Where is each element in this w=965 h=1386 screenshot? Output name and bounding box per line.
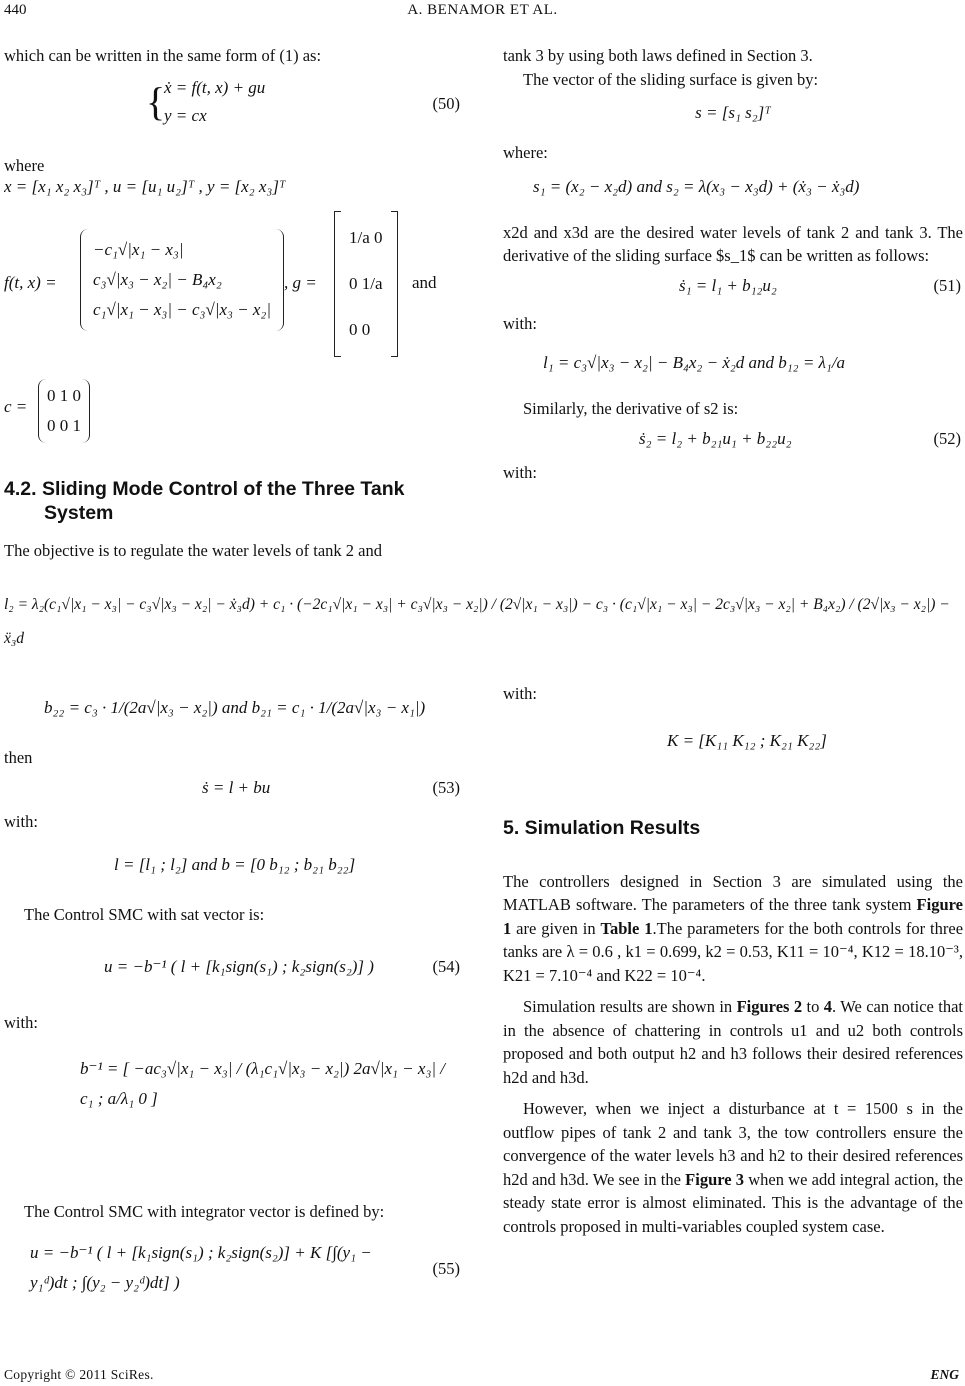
eq52-expr: ṡ₂ = l₂ + b₂₁u₁ + b₂₂u₂ xyxy=(639,428,792,448)
f-lhs: f(t, x) = xyxy=(4,273,57,292)
right-column-bottom xyxy=(503,682,963,1238)
l-b-definitions: l = [l₁ ; l₂] and b = [0 b₁₂ ; b₂₁ b₂₂] xyxy=(114,855,356,874)
page-number: 440 xyxy=(4,2,27,18)
with-label-2: with: xyxy=(503,462,537,482)
state-vectors: x = [x₁ x₂ x₃]ᵀ , u = [u₁ u₂]ᵀ , y = [x₂ x₃]ᵀ xyxy=(4,177,286,196)
c-matrix xyxy=(38,379,90,443)
paragraph-laws: tank 3 by using both laws defined in Section 3. xyxy=(503,46,813,65)
g-row-3: 0 0 xyxy=(349,320,371,339)
paragraph-disturbance: However, when we inject a disturbance at t = 1500 s in the outflow pipes of tank 2 and tank 3, the tow controllers ensure the convergence of the water levels h3 and h2 to their desired references h2d and h3d. We see in the Figure 3 when we add integral action, the steady state error is almost eliminated. This is the advantage of the controls proposed in multi-variables coupled system case. xyxy=(503,1099,964,1236)
with-label-3: with: xyxy=(4,811,38,831)
f-row-2: c₃√|x₃ − x₂| − B₄x₂ xyxy=(93,270,222,289)
eq54-expr: u = −b⁻¹ ( l + [k₁sign(s₁) ; k₂sign(s₂)] ) xyxy=(104,956,374,976)
b-definitions: b₂₂ = c₃ · 1/(2a√|x₃ − x₂|) and b₂₁ = c₁ · 1/(2a√|x₃ − x₁|) xyxy=(44,698,426,717)
equation-number: (53) xyxy=(432,777,460,797)
equation-number: (54) xyxy=(432,956,460,976)
eq51-expr: ṡ₁ = l₁ + b₁₂u₂ xyxy=(679,275,777,295)
section-heading-5: 5. Simulation Results xyxy=(503,816,701,839)
f-vector xyxy=(80,229,284,331)
intro-text: which can be written in the same form of (1) as: xyxy=(4,46,322,65)
equation-number: (51) xyxy=(933,275,961,295)
equation-number: (50) xyxy=(432,93,460,113)
running-header: A. BENAMOR ET AL. xyxy=(407,2,558,18)
s-definitions: s₁ = (x₂ − x₂d) and s₂ = λ(x₃ − x₃d) + (ẋ₃ − ẋ₃d) xyxy=(533,176,860,196)
eq55-expr: u = −b⁻¹ ( l + [k₁sign(s₁) ; k₂sign(s₂)] + K [∫(y₁ − y₁ᵈ)dt ; ∫(y₂ − y₂ᵈ)dt] ) xyxy=(30,1242,372,1292)
section-title-line1: 4.2. Sliding Mode Control of the Three Tank xyxy=(4,478,405,500)
paragraph-sliding-surface: The vector of the sliding surface is given by: xyxy=(523,69,819,89)
f-row-3: c₁√|x₁ − x₃| − c₃√|x₃ − x₂| xyxy=(93,300,272,319)
eq53-expr: ṡ = l + bu xyxy=(202,777,271,797)
paragraph-results: Simulation results are shown in Figures 2 to 4. We can notice that in the absence of chattering in controls u1 and u2 both controls proposed and both output h2 and h3 follows their desired references h2d and h3d. xyxy=(503,997,963,1087)
right-column-top xyxy=(503,44,963,484)
section-heading-4-2 xyxy=(4,477,462,525)
objective-text: The objective is to regulate the water levels of tank 2 and xyxy=(4,541,382,560)
equation-52 xyxy=(503,421,963,457)
copyright-footer: Copyright © 2011 SciRes. xyxy=(4,1367,154,1382)
left-column-top xyxy=(4,44,462,563)
with-label-4: with: xyxy=(4,1012,38,1032)
f-row-1: −c₁√|x₁ − x₃| xyxy=(93,240,184,259)
l1-definition: l₁ = c₃√|x₃ − x₂| − B₄x₂ − ẋ₂d and b₁₂ = λ₁/a xyxy=(543,353,846,372)
equation-number: (55) xyxy=(432,1258,460,1278)
c-definition xyxy=(4,377,462,447)
g-matrix xyxy=(334,211,398,357)
eq50-line2: y = cx xyxy=(164,105,207,125)
integrator-text: The Control SMC with integrator vector is defined by: xyxy=(24,1202,385,1221)
g-lhs: , g = xyxy=(284,273,317,292)
left-column-bottom xyxy=(4,676,462,1314)
and-label: and xyxy=(412,273,437,292)
sat-vector-text: The Control SMC with sat vector is: xyxy=(24,905,265,924)
journal-footer: ENG xyxy=(930,1367,959,1382)
c-lhs: c = xyxy=(4,397,28,416)
section-title-line2: System xyxy=(44,502,114,524)
equation-50 xyxy=(4,74,462,136)
g-row-1: 1/a 0 xyxy=(349,228,383,247)
figure-3-ref: Figure 3 xyxy=(685,1169,745,1189)
where-label-right: where: xyxy=(503,143,548,162)
paragraph-desired-levels: x2d and x3d are the desired water levels of tank 2 and tank 3. The derivative of the sliding surface $s_1$ can be written as follows: xyxy=(503,222,963,265)
paragraph-derivative-s2: Similarly, the derivative of s2 is: xyxy=(523,399,739,418)
table-1-ref: Table 1 xyxy=(600,918,653,938)
then-label: then xyxy=(4,748,33,767)
figures-ref: Figures 2 xyxy=(736,997,803,1016)
f-g-definition xyxy=(4,211,462,371)
left-brace: { xyxy=(146,78,166,124)
sliding-vector: s = [s₁ s₂]ᵀ xyxy=(695,103,771,122)
with-label-1: with: xyxy=(503,313,537,333)
c-row-2: 0 0 1 xyxy=(47,416,81,435)
equation-number: (52) xyxy=(933,428,961,448)
l2-definition: l₂ = λ₂(c₁√|x₁ − x₃| − c₃√|x₃ − x₂| − ẋ₃d) + c₁ · (−2c₁√|x₁ − x₃| + c₃√|x₃ − x₂|) / (2√|x₁ − x₃|) − c₃ · (c₁√|x₁ − x₃| − 2c₃√|x₃ − x₂| + B₄x₂) / (2√|x₃ − x₂|) − ẍ₃d xyxy=(4,596,950,647)
equation-55 xyxy=(4,1224,462,1314)
where-label: where xyxy=(4,155,45,175)
g-row-2: 0 1/a xyxy=(349,274,383,293)
figure-1-ref: Figure 1 xyxy=(503,895,963,938)
b-inverse-definition: b⁻¹ = [ −ac₃√|x₁ − x₃| / (λ₁c₁√|x₃ − x₂|) 2a√|x₁ − x₃| / c₁ ; a/λ₁ 0 ] xyxy=(80,1059,446,1108)
c-row-1: 0 1 0 xyxy=(47,386,81,405)
equation-53 xyxy=(4,770,462,806)
with-label-5: with: xyxy=(503,684,537,703)
figure-4-ref: 4 xyxy=(823,997,833,1016)
eq50-line1: ẋ = f(t, x) + gu xyxy=(164,77,266,97)
equation-54 xyxy=(4,927,462,1007)
equation-51 xyxy=(503,268,963,304)
K-definition: K = [K₁₁ K₁₂ ; K₂₁ K₂₂] xyxy=(667,730,827,750)
paragraph-simulation: The controllers designed in Section 3 are simulated using the MATLAB software. The parameters of the three tank system Figure 1 are given in Table 1.The parameters for the both controls for three tanks are λ = 0.6 , k1 = 0.699, k2 = 0.53, K11 = 10⁻⁴, K12 = 18.10⁻³, K21 = 7.10⁻⁴ and K22 = 10⁻⁴. xyxy=(503,871,964,985)
